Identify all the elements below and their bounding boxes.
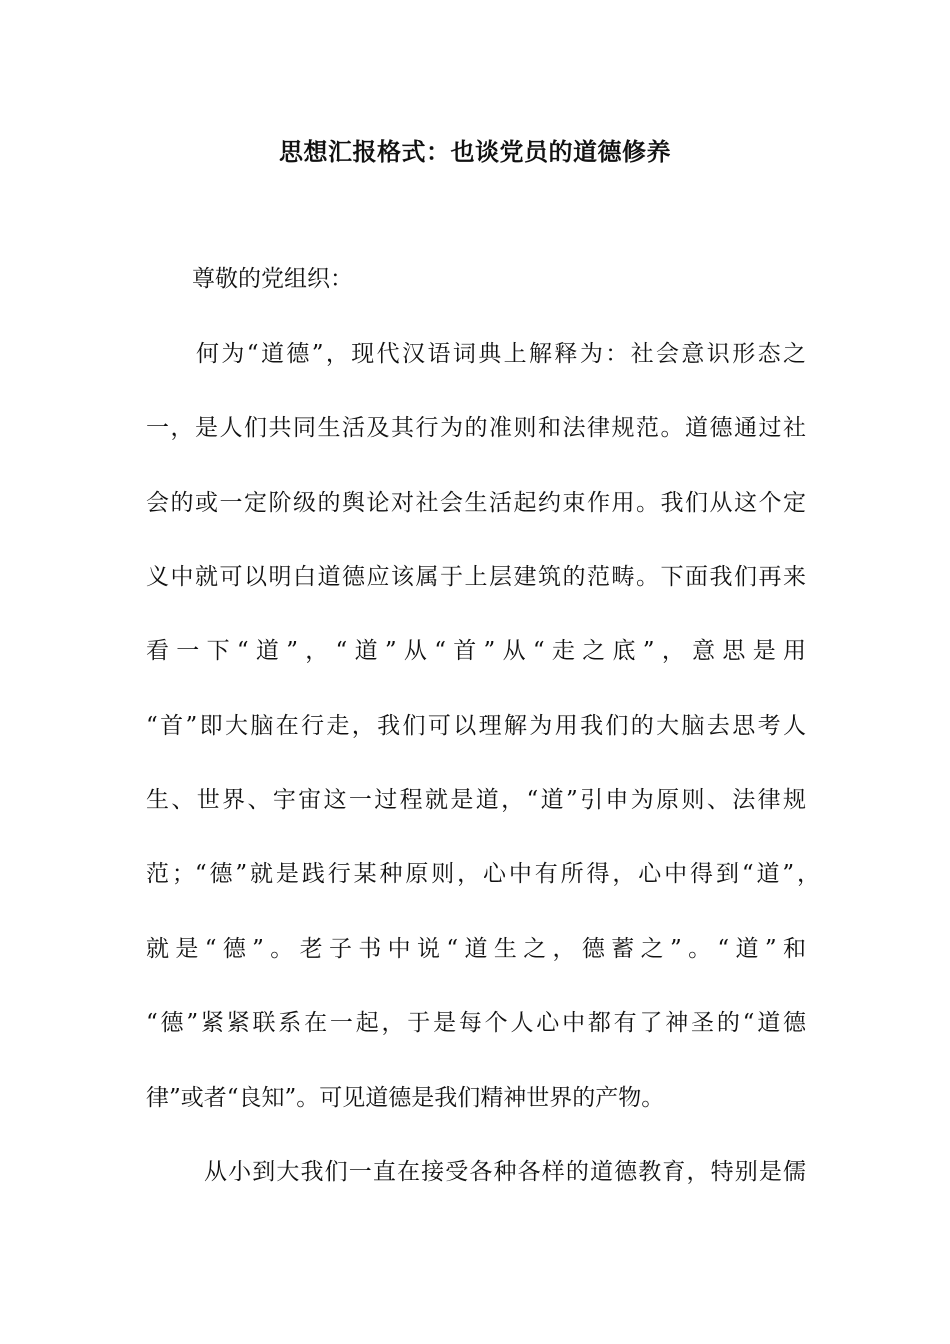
paragraph-line: “德”紧紧联系在一起，于是每个人心中都有了神圣的“道德 [146,1010,806,1036]
paragraph-line: 会的或一定阶级的舆论对社会生活起约束作用。我们从这个定 [146,490,806,516]
paragraph-line: 从小到大我们一直在接受各种各样的道德教育，特别是儒 [204,1159,806,1185]
paragraph-line: 范；“德”就是践行某种原则，心中有所得，心中得到“道”， [146,861,820,887]
document-title: 思想汇报格式：也谈党员的道德修养 [279,137,671,166]
salutation: 尊敬的党组织： [192,266,353,292]
paragraph-line: 就是“德”。老子书中说“道生之，德蓄之”。“道”和 [146,936,806,962]
paragraph-line: 何为“道德”，现代汉语词典上解释为：社会意识形态之 [196,341,806,367]
paragraph-line: 一，是人们共同生活及其行为的准则和法律规范。道德通过社 [146,415,806,441]
paragraph-line: 生、世界、宇宙这一过程就是道，“道”引申为原则、法律规 [146,787,806,813]
paragraph-line: “首”即大脑在行走，我们可以理解为用我们的大脑去思考人 [146,713,806,739]
paragraph-line: 律”或者“良知”。可见道德是我们精神世界的产物。 [146,1085,665,1111]
paragraph-line: 看一下“道”，“道”从“首”从“走之底”，意思是用 [146,638,806,664]
paragraph-line: 义中就可以明白道德应该属于上层建筑的范畴。下面我们再来 [146,564,806,590]
